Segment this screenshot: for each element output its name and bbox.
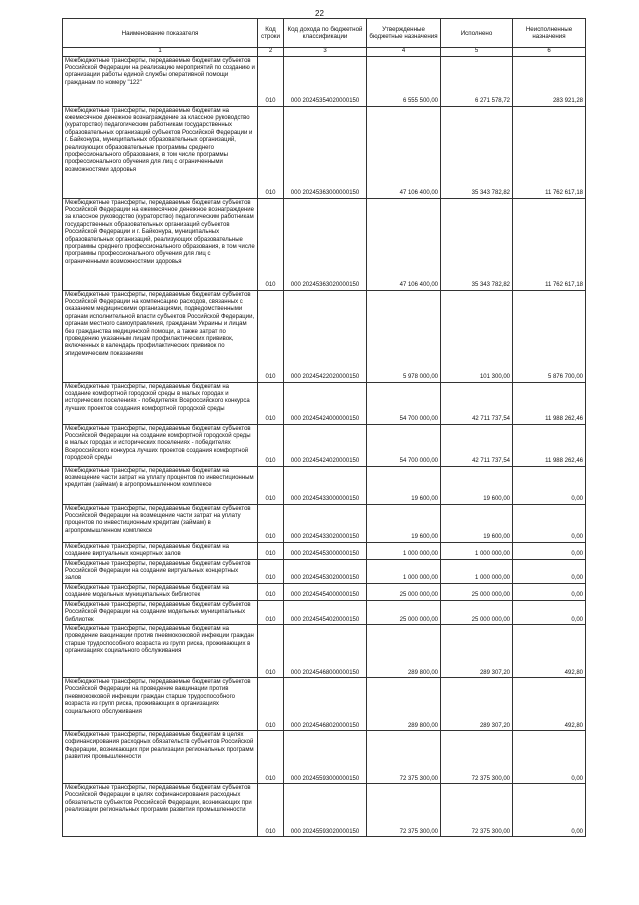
approved-amount: 72 375 300,00 bbox=[367, 731, 441, 784]
indicator-name: Межбюджетные трансферты, передаваемые бюджетам субъектов Российской Федерации на компенсацию расходов, связанных с оказанием медицинскими организациями, подведомственными органам исполнительной власти субъектов Российской Федерации, органам местного самоуправления, гражданам Украины и лицам без гражданства медицинской помощи, а также затрат по проведению указанным лицам профилактических прививок, включенных в календарь профилактических прививок по эпидемическим показаниям bbox=[63, 291, 258, 383]
executed-amount: 35 343 782,82 bbox=[441, 107, 513, 199]
approved-amount: 47 106 400,00 bbox=[367, 199, 441, 291]
table-row bbox=[63, 784, 586, 837]
unexecuted-amount: 5 876 700,00 bbox=[513, 291, 586, 383]
approved-amount: 25 000 000,00 bbox=[367, 601, 441, 625]
executed-amount: 72 375 300,00 bbox=[441, 784, 513, 837]
classification-code: 000 20245454020000150 bbox=[284, 601, 367, 625]
indicator-name: Межбюджетные трансферты, передаваемые бюджетам в целях софинансирования расходных обязательств субъектов Российской Федерации, возникающих при реализации региональных программ развития промышленности bbox=[63, 731, 258, 784]
table-row bbox=[63, 560, 586, 584]
line-code: 010 bbox=[258, 425, 284, 467]
executed-amount: 25 000 000,00 bbox=[441, 601, 513, 625]
column-number: 5 bbox=[441, 48, 513, 57]
unexecuted-amount: 11 762 617,18 bbox=[513, 199, 586, 291]
classification-code: 000 20245354020000150 bbox=[284, 57, 367, 107]
column-number: 6 bbox=[513, 48, 586, 57]
approved-amount: 19 600,00 bbox=[367, 505, 441, 543]
header-line-code: Код строки bbox=[258, 19, 284, 48]
executed-amount: 289 307,20 bbox=[441, 678, 513, 731]
executed-amount: 101 300,00 bbox=[441, 291, 513, 383]
approved-amount: 72 375 300,00 bbox=[367, 784, 441, 837]
header-unexecuted: Неисполненные назначения bbox=[513, 19, 586, 48]
column-numbers-row bbox=[63, 48, 586, 57]
line-code: 010 bbox=[258, 784, 284, 837]
unexecuted-amount: 11 762 617,18 bbox=[513, 107, 586, 199]
unexecuted-amount: 0,00 bbox=[513, 731, 586, 784]
approved-amount: 289 800,00 bbox=[367, 625, 441, 678]
column-number: 2 bbox=[258, 48, 284, 57]
executed-amount: 1 000 000,00 bbox=[441, 543, 513, 560]
indicator-name: Межбюджетные трансферты, передаваемые бюджетам субъектов Российской Федерации на проведение вакцинации против пневмококковой инфекции граждан старше трудоспособного возраста из групп риска, проживающих в организациях социального обслуживания bbox=[63, 678, 258, 731]
indicator-name: Межбюджетные трансферты, передаваемые бюджетам на ежемесячное денежное вознаграждение за классное руководство (кураторство) педагогическим работникам государственных образовательных организаций субъектов Российской Федерации и г. Байконура, муниципальных образовательных организаций, реализующих образовательные программы среднего профессионального образования, в том числе программы профессионального обучения для лиц с ограниченными возможностями здоровья bbox=[63, 107, 258, 199]
unexecuted-amount: 0,00 bbox=[513, 467, 586, 505]
table-row bbox=[63, 731, 586, 784]
table-row bbox=[63, 107, 586, 199]
table-row bbox=[63, 584, 586, 601]
classification-code: 000 20245468020000150 bbox=[284, 678, 367, 731]
executed-amount: 19 600,00 bbox=[441, 467, 513, 505]
indicator-name: Межбюджетные трансферты, передаваемые бюджетам субъектов Российской Федерации на создание модельных муниципальных библиотек bbox=[63, 601, 258, 625]
indicator-name: Межбюджетные трансферты, передаваемые бюджетам субъектов Российской Федерации на ежемесячное денежное вознаграждение за классное руководство (кураторство) педагогическим работникам государственных образовательных организаций субъектов Российской Федерации и г. Байконура, муниципальных образовательных организаций, реализующих образовательные программы среднего профессионального образования, в том числе программы профессионального обучения для лиц с ограниченными возможностями здоровья bbox=[63, 199, 258, 291]
indicator-name: Межбюджетные трансферты, передаваемые бюджетам на создание комфортной городской среды в малых городах и исторических поселениях - победителях Всероссийского конкурса лучших проектов создания комфортной городской среды bbox=[63, 383, 258, 425]
classification-code: 000 20245593000000150 bbox=[284, 731, 367, 784]
executed-amount: 72 375 300,00 bbox=[441, 731, 513, 784]
table-row bbox=[63, 505, 586, 543]
unexecuted-amount: 0,00 bbox=[513, 601, 586, 625]
approved-amount: 6 555 500,00 bbox=[367, 57, 441, 107]
line-code: 010 bbox=[258, 107, 284, 199]
approved-amount: 1 000 000,00 bbox=[367, 543, 441, 560]
table-row bbox=[63, 601, 586, 625]
approved-amount: 25 000 000,00 bbox=[367, 584, 441, 601]
page-number: 22 bbox=[315, 9, 324, 18]
line-code: 010 bbox=[258, 560, 284, 584]
column-number: 3 bbox=[284, 48, 367, 57]
executed-amount: 19 600,00 bbox=[441, 505, 513, 543]
approved-amount: 5 978 000,00 bbox=[367, 291, 441, 383]
table-row bbox=[63, 625, 586, 678]
table-row bbox=[63, 467, 586, 505]
line-code: 010 bbox=[258, 601, 284, 625]
classification-code: 000 20245468000000150 bbox=[284, 625, 367, 678]
unexecuted-amount: 492,80 bbox=[513, 625, 586, 678]
header-row bbox=[63, 19, 586, 48]
executed-amount: 6 271 578,72 bbox=[441, 57, 513, 107]
indicator-name: Межбюджетные трансферты, передаваемые бюджетам субъектов Российской Федерации на возмещение части затрат на уплату процентов по инвестиционным кредитам (займам) в агропромышленном комплексе bbox=[63, 505, 258, 543]
table-row bbox=[63, 678, 586, 731]
classification-code: 000 20245453020000150 bbox=[284, 560, 367, 584]
line-code: 010 bbox=[258, 505, 284, 543]
line-code: 010 bbox=[258, 584, 284, 601]
indicator-name: Межбюджетные трансферты, передаваемые бюджетам субъектов Российской Федерации на реализацию мероприятий по созданию и организации работы единой службы оперативной помощи гражданам по номеру "122" bbox=[63, 57, 258, 107]
table-row bbox=[63, 543, 586, 560]
classification-code: 000 20245454000000150 bbox=[284, 584, 367, 601]
header-executed: Исполнено bbox=[441, 19, 513, 48]
approved-amount: 54 700 000,00 bbox=[367, 425, 441, 467]
indicator-name: Межбюджетные трансферты, передаваемые бюджетам на возмещение части затрат на уплату процентов по инвестиционным кредитам (займам) в агропромышленном комплексе bbox=[63, 467, 258, 505]
line-code: 010 bbox=[258, 731, 284, 784]
line-code: 010 bbox=[258, 625, 284, 678]
header-name: Наименование показателя bbox=[63, 19, 258, 48]
approved-amount: 289 800,00 bbox=[367, 678, 441, 731]
indicator-name: Межбюджетные трансферты, передаваемые бюджетам субъектов Российской Федерации на создание комфортной городской среды в малых городах и исторических поселениях - победителях Всероссийского конкурса лучших проектов создания комфортной городской среды bbox=[63, 425, 258, 467]
executed-amount: 289 307,20 bbox=[441, 625, 513, 678]
executed-amount: 25 000 000,00 bbox=[441, 584, 513, 601]
indicator-name: Межбюджетные трансферты, передаваемые бюджетам на проведение вакцинации против пневмококковой инфекции граждан старше трудоспособного возраста из групп риска, проживающих в организациях социального обслуживания bbox=[63, 625, 258, 678]
column-number: 1 bbox=[63, 48, 258, 57]
executed-amount: 35 343 782,82 bbox=[441, 199, 513, 291]
unexecuted-amount: 0,00 bbox=[513, 505, 586, 543]
approved-amount: 54 700 000,00 bbox=[367, 383, 441, 425]
indicator-name: Межбюджетные трансферты, передаваемые бюджетам субъектов Российской Федерации на создание виртуальных концертных залов bbox=[63, 560, 258, 584]
unexecuted-amount: 283 921,28 bbox=[513, 57, 586, 107]
table-row bbox=[63, 425, 586, 467]
unexecuted-amount: 0,00 bbox=[513, 560, 586, 584]
line-code: 010 bbox=[258, 467, 284, 505]
indicator-name: Межбюджетные трансферты, передаваемые бюджетам субъектов Российской Федерации в целях софинансирования расходных обязательств субъектов Российской Федерации, возникающих при реализации региональных программ развития промышленности bbox=[63, 784, 258, 837]
line-code: 010 bbox=[258, 678, 284, 731]
line-code: 010 bbox=[258, 199, 284, 291]
line-code: 010 bbox=[258, 543, 284, 560]
header-classification: Код дохода по бюджетной классификации bbox=[284, 19, 367, 48]
unexecuted-amount: 492,80 bbox=[513, 678, 586, 731]
unexecuted-amount: 11 988 262,46 bbox=[513, 383, 586, 425]
table-body bbox=[63, 57, 586, 837]
classification-code: 000 20245593020000150 bbox=[284, 784, 367, 837]
classification-code: 000 20245433020000150 bbox=[284, 505, 367, 543]
executed-amount: 1 000 000,00 bbox=[441, 560, 513, 584]
table-row bbox=[63, 291, 586, 383]
unexecuted-amount: 0,00 bbox=[513, 784, 586, 837]
line-code: 010 bbox=[258, 57, 284, 107]
table-row bbox=[63, 199, 586, 291]
unexecuted-amount: 0,00 bbox=[513, 543, 586, 560]
indicator-name: Межбюджетные трансферты, передаваемые бюджетам на создание виртуальных концертных залов bbox=[63, 543, 258, 560]
classification-code: 000 20245424000000150 bbox=[284, 383, 367, 425]
classification-code: 000 20245433000000150 bbox=[284, 467, 367, 505]
budget-execution-table bbox=[62, 18, 586, 837]
column-number: 4 bbox=[367, 48, 441, 57]
line-code: 010 bbox=[258, 291, 284, 383]
approved-amount: 47 106 400,00 bbox=[367, 107, 441, 199]
classification-code: 000 20245363000000150 bbox=[284, 107, 367, 199]
line-code: 010 bbox=[258, 383, 284, 425]
unexecuted-amount: 11 988 262,46 bbox=[513, 425, 586, 467]
approved-amount: 19 600,00 bbox=[367, 467, 441, 505]
classification-code: 000 20245453000000150 bbox=[284, 543, 367, 560]
unexecuted-amount: 0,00 bbox=[513, 584, 586, 601]
classification-code: 000 20245424020000150 bbox=[284, 425, 367, 467]
table-row bbox=[63, 57, 586, 107]
executed-amount: 42 711 737,54 bbox=[441, 425, 513, 467]
classification-code: 000 20245363020000150 bbox=[284, 199, 367, 291]
classification-code: 000 20245422020000150 bbox=[284, 291, 367, 383]
header-approved: Утвержденные бюджетные назначения bbox=[367, 19, 441, 48]
approved-amount: 1 000 000,00 bbox=[367, 560, 441, 584]
executed-amount: 42 711 737,54 bbox=[441, 383, 513, 425]
indicator-name: Межбюджетные трансферты, передаваемые бюджетам на создание модельных муниципальных библиотек bbox=[63, 584, 258, 601]
table-row bbox=[63, 383, 586, 425]
